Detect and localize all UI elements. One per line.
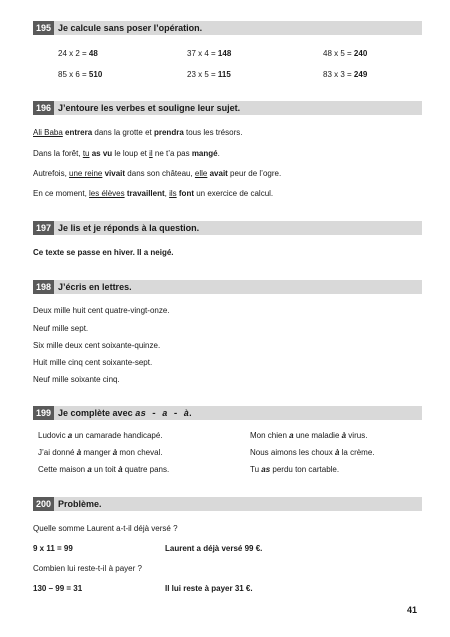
page-number: 41 [406, 605, 417, 615]
sentence-line: En ce moment, les élèves travaillent, ils font un exercice de calcul. [33, 189, 274, 198]
calc-item: 85 x 6 = 510 [58, 70, 103, 79]
fill-sentence: Tu as perdu ton cartable. [250, 465, 340, 474]
written-number: Neuf mille soixante cinq. [33, 375, 120, 384]
exercise-number: 197 [33, 221, 54, 235]
exercise-195-header [33, 21, 422, 35]
sentence-line: Dans la forêt, tu as vu le loup et il ne t’a pas mangé. [33, 149, 220, 158]
exercise-197-header [33, 221, 422, 235]
exercise-number: 196 [33, 101, 54, 115]
problem-calculation: 130 – 99 = 31 [33, 584, 83, 593]
exercise-number: 198 [33, 280, 54, 294]
calc-item: 24 x 2 = 48 [58, 49, 98, 58]
written-number: Neuf mille sept. [33, 324, 89, 333]
problem-calculation: 9 x 11 = 99 [33, 544, 73, 553]
calc-item: 48 x 5 = 240 [323, 49, 368, 58]
fill-sentence: Mon chien a une maladie à virus. [250, 431, 368, 440]
problem-question: Combien lui reste-t-il à payer ? [33, 564, 142, 573]
exercise-196-header [33, 101, 422, 115]
exercise-number: 199 [33, 406, 54, 420]
exercise-title: Je complète avec as - a - à. [58, 407, 192, 419]
exercise-number: 195 [33, 21, 54, 35]
exercise-title: Problème. [58, 499, 102, 509]
answer-text: Ce texte se passe en hiver. Il a neigé. [33, 248, 174, 257]
fill-sentence: J’ai donné à manger à mon cheval. [38, 448, 163, 457]
fill-sentence: Ludovic a un camarade handicapé. [38, 431, 163, 440]
exercise-title: Je calcule sans poser l’opération. [58, 23, 203, 33]
exercise-200-header [33, 497, 422, 511]
fill-sentence: Cette maison a un toit à quatre pans. [38, 465, 170, 474]
written-number: Deux mille huit cent quatre-vingt-onze. [33, 306, 170, 315]
problem-question: Quelle somme Laurent a-t-il déjà versé ? [33, 524, 178, 533]
problem-answer: Il lui reste à payer 31 €. [165, 584, 253, 593]
sentence-line: Ali Baba entrera dans la grotte et prendra tous les trésors. [33, 128, 243, 137]
exercise-title: J’écris en lettres. [58, 282, 132, 292]
calc-item: 37 x 4 = 148 [187, 49, 232, 58]
written-number: Huit mille cinq cent soixante-sept. [33, 358, 153, 367]
calc-item: 23 x 5 = 115 [187, 70, 231, 79]
sentence-line: Autrefois, une reine vivait dans son château, elle avait peur de l’ogre. [33, 169, 282, 178]
exercise-title: J’entoure les verbes et souligne leur sujet. [58, 103, 241, 113]
fill-sentence: Nous aimons les choux à la crème. [250, 448, 375, 457]
problem-answer: Laurent a déjà versé 99 €. [165, 544, 263, 553]
choices: as - a - à [135, 408, 190, 419]
exercise-199-header [33, 406, 422, 420]
written-number: Six mille deux cent soixante-quinze. [33, 341, 161, 350]
calc-item: 83 x 3 = 249 [323, 70, 368, 79]
exercise-title: Je lis et je réponds à la question. [58, 223, 200, 233]
exercise-number: 200 [33, 497, 54, 511]
exercise-198-header [33, 280, 422, 294]
